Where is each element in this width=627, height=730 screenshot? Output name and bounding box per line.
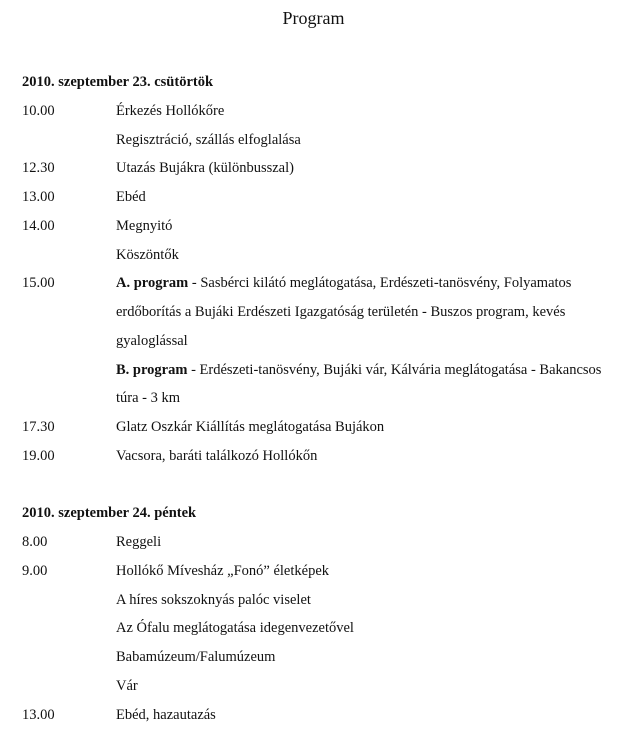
activity: Ebéd xyxy=(116,189,146,205)
day-heading-1: 2010. szeptember 23. csütörtök xyxy=(22,74,214,90)
schedule-row xyxy=(22,442,622,471)
day-heading-2: 2010. szeptember 24. péntek xyxy=(22,505,197,522)
time xyxy=(22,672,116,701)
schedule-row xyxy=(22,557,622,586)
schedule-row xyxy=(22,672,622,701)
activity: Ebéd, hazautazás xyxy=(116,706,216,723)
time: 8.00 xyxy=(22,534,48,550)
activity: Regisztráció, szállás elfoglalása xyxy=(116,131,301,148)
schedule-row xyxy=(22,614,622,643)
schedule-row xyxy=(22,212,622,241)
time: 13.00 xyxy=(22,706,55,723)
activity: Hollókő Mívesház „Fonó” életképek xyxy=(116,562,330,579)
program-a-row-3 xyxy=(22,327,622,356)
spacer xyxy=(22,471,622,500)
schedule-row xyxy=(22,701,622,730)
schedule-row xyxy=(22,97,622,126)
activity: A híres sokszoknyás palóc viselet xyxy=(116,591,311,608)
activity: Babamúzeum/Falumúzeum xyxy=(116,649,276,665)
time: 10.00 xyxy=(22,102,55,119)
time: 12.30 xyxy=(22,160,55,177)
program-a-row-2 xyxy=(22,298,622,327)
activity: Vár xyxy=(116,677,138,694)
time xyxy=(22,643,116,672)
time: 14.00 xyxy=(22,217,55,234)
activity: Érkezés Hollókőre xyxy=(116,102,225,119)
schedule-row xyxy=(22,413,622,442)
program-b-label: B. program xyxy=(116,361,188,378)
activity: Megnyitó xyxy=(116,217,173,234)
program-a-line2: erdőborítás a Bujáki Erdészeti Igazgatóság területén - Buszos program, kevés xyxy=(116,304,566,320)
program-b-line2: túra - 3 km xyxy=(116,390,181,407)
schedule-row xyxy=(22,643,622,672)
program-b-row-2 xyxy=(22,384,622,413)
activity: Köszöntők xyxy=(116,246,179,263)
page-title: Program xyxy=(282,8,345,28)
schedule-row xyxy=(22,126,622,155)
activity: Reggeli xyxy=(116,534,162,550)
program-a-row xyxy=(22,269,622,298)
activity: Glatz Oszkár Kiállítás meglátogatása Bujákon xyxy=(116,419,385,435)
schedule-row xyxy=(22,154,622,183)
schedule-row xyxy=(22,241,622,270)
activity: Utazás Bujákra (különbusszal) xyxy=(116,160,294,177)
program-b-line1 xyxy=(116,356,622,385)
program-content xyxy=(22,68,622,729)
time: 13.00 xyxy=(22,189,55,205)
time xyxy=(22,126,116,155)
program-b-row xyxy=(22,356,622,385)
time xyxy=(22,241,116,270)
time xyxy=(22,586,116,615)
time: 19.00 xyxy=(22,447,55,464)
time: 15.00 xyxy=(22,275,55,292)
activity: Az Ófalu meglátogatása idegenvezetővel xyxy=(116,620,354,637)
schedule-row xyxy=(22,183,622,212)
time xyxy=(22,614,116,643)
program-b-text: - Erdészeti-tanösvény, Bujáki vár, Kálvária meglátogatása - Bakancsos xyxy=(187,361,602,378)
program-a-line1 xyxy=(116,269,622,298)
schedule-row xyxy=(22,528,622,557)
time: 9.00 xyxy=(22,562,48,579)
program-a-line3: gyaloglással xyxy=(116,332,188,349)
program-a-label: A. program xyxy=(116,275,189,292)
program-a-text: - Sasbérci kilátó meglátogatása, Erdészeti-tanösvény, Folyamatos xyxy=(188,275,572,292)
schedule-row xyxy=(22,586,622,615)
time: 17.30 xyxy=(22,419,55,435)
activity: Vacsora, baráti találkozó Hollókőn xyxy=(116,447,318,464)
